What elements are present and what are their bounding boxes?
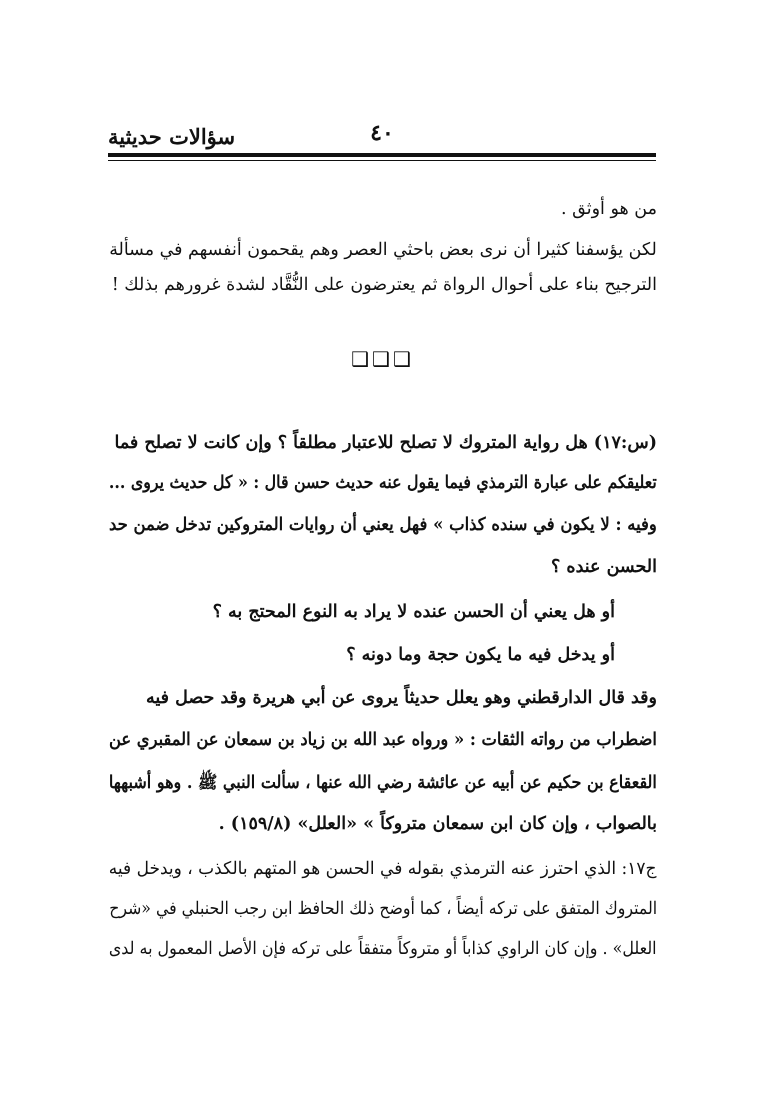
question-line: الحسن عنده ؟ bbox=[551, 557, 657, 577]
intro-line: من هو أوثق . bbox=[561, 199, 657, 219]
section-separator: ❑❑❑ bbox=[351, 347, 414, 371]
question-line: اضطراب من رواته الثقات : « ورواه عبد الله بن زياد بن سمعان عن المقبري عن bbox=[109, 730, 657, 750]
intro-line: لكن يؤسفنا كثيرا أن نرى بعض باحثي العصر وهم يقحمون أنفسهم في مسألة bbox=[109, 240, 657, 260]
question-line: (س:١٧) هل رواية المتروك لا تصلح للاعتبار مطلقاً ؟ وإن كانت لا تصلح فما bbox=[114, 433, 657, 453]
question-line: أو يدخل فيه ما يكون حجة وما دونه ؟ bbox=[346, 645, 615, 665]
question-line: تعليقكم على عبارة الترمذي فيما يقول عنه حديث حسن قال : « كل حديث يروى ... bbox=[109, 473, 657, 493]
answer-line: المتروك المتفق على تركه أيضاً ، كما أوضح ذلك الحافظ ابن رجب الحنبلي في «شرح bbox=[109, 899, 657, 919]
book-title: سؤالات حديثية bbox=[108, 124, 236, 149]
page-header bbox=[108, 118, 656, 152]
intro-line: الترجيح بناء على أحوال الرواة ثم يعترضون على النُّقَّاد لشدة غرورهم بذلك ! bbox=[111, 275, 657, 295]
question-line: القعقاع بن حكيم عن أبيه عن عائشة رضي الله عنها ، سألت النبي ﷺ . وهو أشبهها bbox=[109, 773, 657, 793]
question-line: بالصواب ، وإن كان ابن سمعان متروكاً » «العلل» (١٥٩/٨) . bbox=[218, 814, 657, 834]
page-number: ٤٠ bbox=[370, 120, 394, 146]
header-rule-thin bbox=[108, 160, 656, 161]
header-rule-thick bbox=[108, 153, 656, 157]
answer-line: ج١٧: الذي احترز عنه الترمذي بقوله في الحسن هو المتهم بالكذب ، ويدخل فيه bbox=[109, 859, 657, 879]
question-line: وفيه : لا يكون في سنده كذاب » فهل يعني أن روايات المتروكين تدخل ضمن حد bbox=[109, 515, 657, 535]
question-line: أو هل يعني أن الحسن عنده لا يراد به النوع المحتج به ؟ bbox=[212, 602, 615, 622]
answer-line: العلل» . وإن كان الراوي كذاباً أو متروكاً متفقاً على تركه فإن الأصل المعمول به لدى bbox=[109, 939, 657, 959]
question-line: وقد قال الدارقطني وهو يعلل حديثاً يروى عن أبي هريرة وقد حصل فيه bbox=[146, 688, 657, 708]
